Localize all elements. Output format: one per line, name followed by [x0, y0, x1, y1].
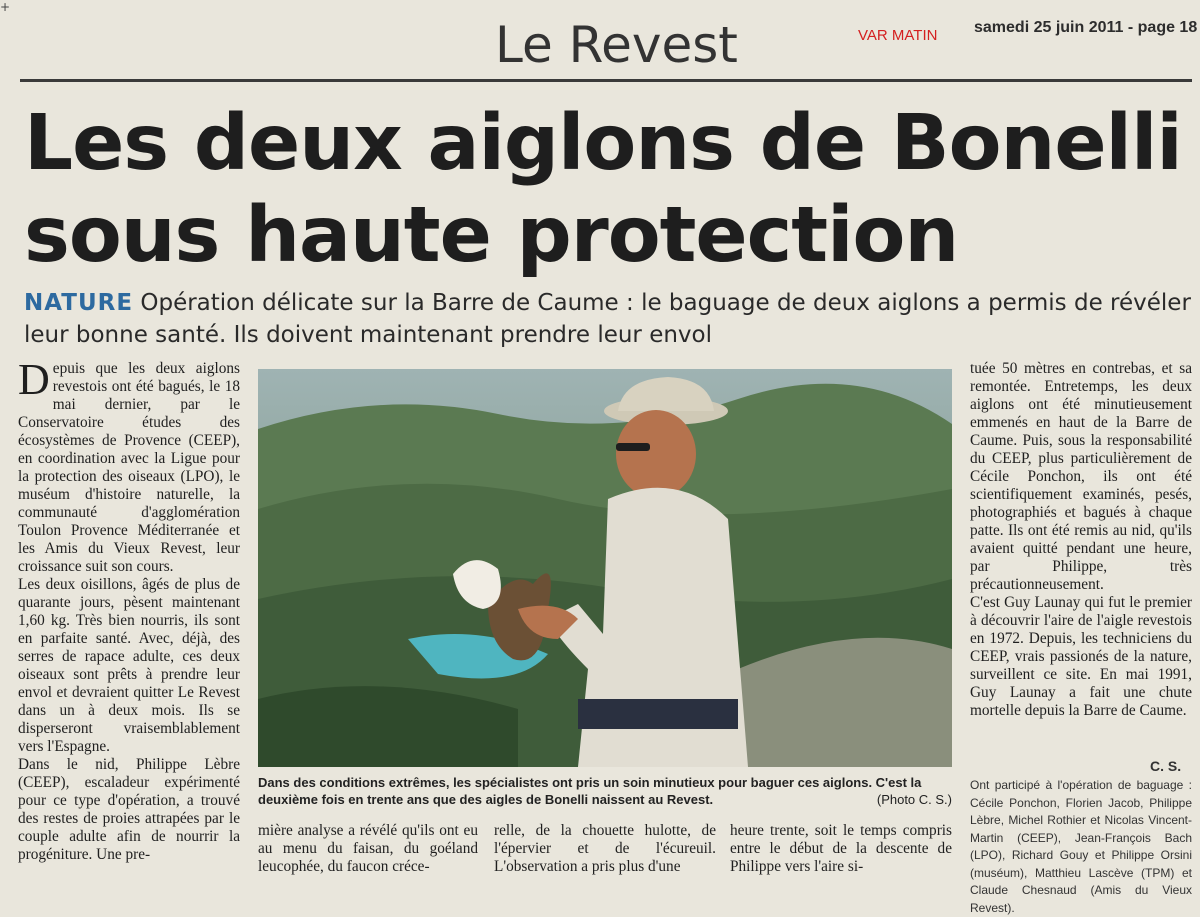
- column-bottom-3: heure trente, soit le temps compris entre le début de la descente de Philippe vers l'aire si-: [730, 822, 952, 875]
- author-signature: C. S.: [1150, 758, 1182, 774]
- photo-credit: (Photo C. S.): [876, 792, 952, 807]
- paragraph: tuée 50 mètres en contrebas, et sa remontée. Entretemps, les deux aiglons ont été minutieusement emmenés en haut de la Barre de Caume. Puis, sous la responsabilité du CEEP, plus particulièrement de Cécile Ponchon, ils ont été scientifiquement examinés, pesés, photographiés et bagués à chaque patte. Ils ont été remis au nid, qu'ils avaient quitté pendant une heure, par Philippe, très précautionneusement.: [970, 360, 1192, 593]
- source-label: VAR MATIN: [858, 27, 938, 44]
- headline-line-1: Les deux aiglons de Bonelli: [24, 99, 1182, 188]
- paragraph: Dans le nid, Philippe Lèbre (CEEP), escaladeur expérimenté pour ce type d'opération, a trouvé des restes de proies attrapées par le couple adulte afin de nourrir la progéniture. Une pre-: [18, 756, 240, 863]
- paragraph: C'est Guy Launay qui fut le premier à découvrir l'aire de l'aigle revestois en 1972. Depuis, les techniciens du CEEP, vrais passionés de la nature, surveillent ce site. En mai 1991, Guy Launay a fait une chute mortelle depuis la Barre de Caume.: [970, 594, 1192, 719]
- paragraph: Les deux oisillons, âgés de plus de quarante jours, pèsent maintenant 1,60 kg. Très bien nourris, ils sont en parfaite santé. Avec, déjà, des serres de rapace adulte, ces deux oiseaux sont prêts à prendre leur envol et devraient quitter Le Revest dans un à deux mois. Ils se disperseront vraisemblablement vers l'Espagne.: [18, 576, 240, 755]
- headline: [24, 98, 1182, 282]
- crop-mark: +: [0, 0, 11, 14]
- participants-note: Ont participé à l'opération de baguage : Cécile Ponchon, Florien Jacob, Philippe Lèbre, Michel Rothier et Nicolas Vincent-Martin (CEEP), Jean-François Bach (LPO), Richard Gouy et Philippe Orsini (muséum), Matthieu Lascève (TPM) et Claude Chesnaud (Amis du Vieux Revest).: [970, 778, 1192, 915]
- header-rule: [20, 79, 1192, 82]
- deck-text: Opération délicate sur la Barre de Caume : le baguage de deux aiglons a permis de révéler leur bonne santé. Ils doivent maintenant prendre leur envol: [24, 290, 1191, 348]
- photo-illustration: [258, 369, 952, 767]
- article-photo: [258, 369, 952, 767]
- column-left: [18, 355, 240, 864]
- date-page: samedi 25 juin 2011 - page 18: [974, 19, 1198, 36]
- column-right: [970, 360, 1192, 720]
- show-through-text: [24, 2, 494, 62]
- dropcap: D: [18, 355, 50, 404]
- caption-text: Dans des conditions extrêmes, les spécialistes ont pris un soin minutieux pour baguer ces aiglons. C'est la deuxième fois en trente ans que des aigles de Bonelli naissent au Revest.: [258, 775, 922, 807]
- deck-kicker: NATURE: [24, 290, 134, 316]
- paragraph: [18, 355, 240, 576]
- photo-caption: [258, 774, 952, 808]
- column-bottom-1: mière analyse a révélé qu'ils ont eu au menu du faisan, du goéland leucophée, du faucon créce-: [258, 822, 478, 875]
- headline-line-2: sous haute protection: [24, 191, 959, 280]
- section-title: Le Revest: [495, 16, 738, 74]
- deck: [24, 287, 1200, 351]
- paragraph-text: epuis que les deux aiglons revestois ont été bagués, le 18 mai dernier, par le Conservatoire études des écosystèmes de Provence (CEEP), en coordination avec la Ligue pour la protection des oiseaux (LPO), le muséum d'histoire naturelle, la communauté d'agglomération Toulon Provence Méditerranée et les Amis du Vieux Revest, leur croissance suit son cours.: [18, 360, 240, 575]
- column-bottom-2: relle, de la chouette hulotte, de l'épervier et de l'écureuil. L'observation a pris plus d'une: [494, 822, 716, 875]
